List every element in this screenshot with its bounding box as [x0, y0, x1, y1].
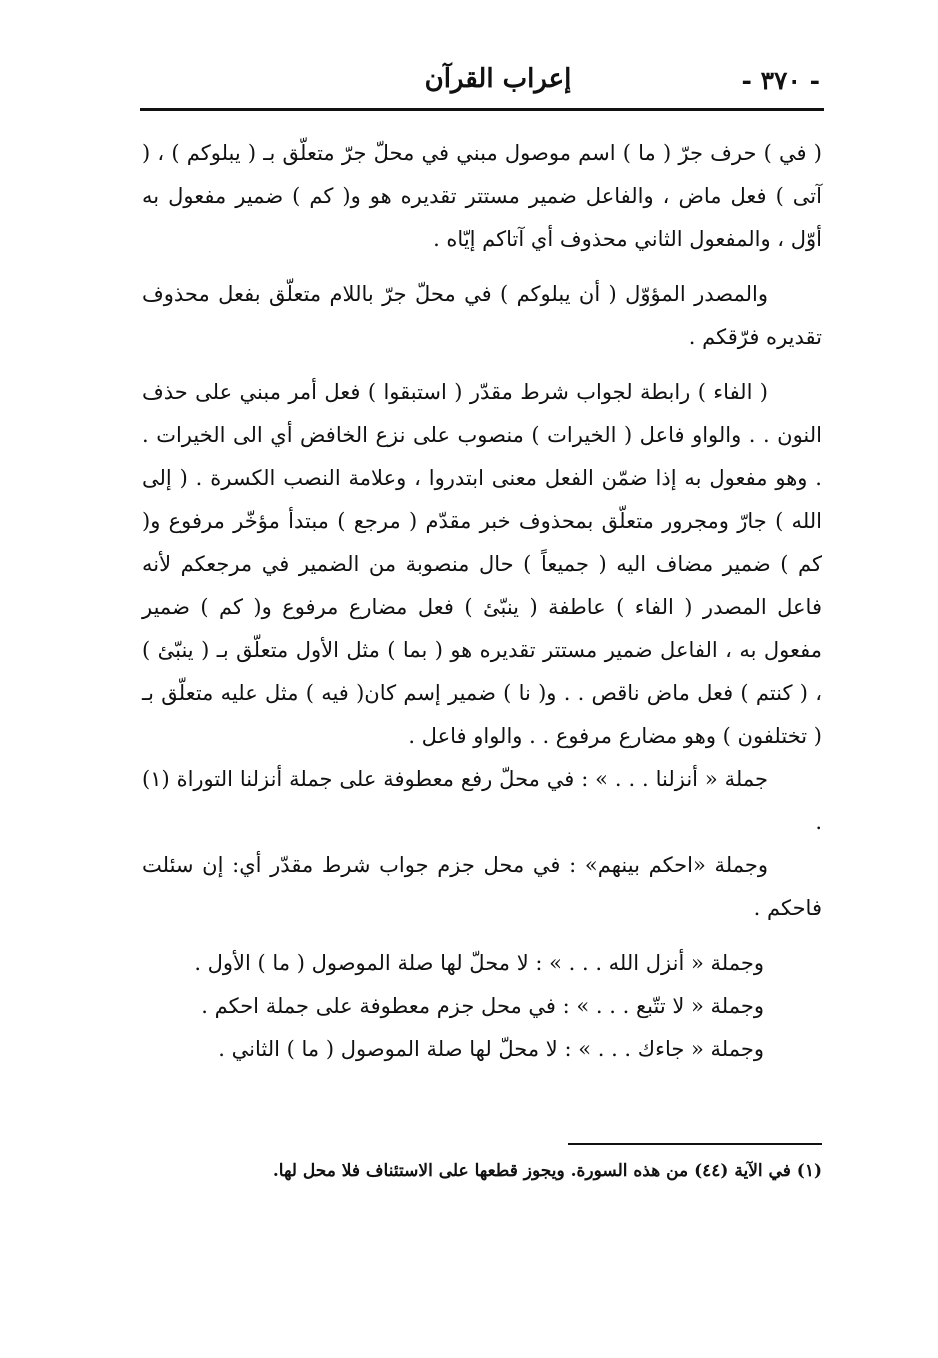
page-header [140, 58, 824, 104]
footnote-rule [568, 1143, 822, 1145]
paragraph-jumla-anzala-allah: وجملة « أنزل الله . . . » : لا محلّ لها صلة الموصول ( ما ) الأول . [194, 951, 764, 975]
paragraph-istabiqu: ( الفاء ) رابطة لجواب شرط مقدّر ( استبقوا ) فعل أمر مبني على حذف النون . . والواو فاعل ( الخيرات ) منصوب على نزع الخافض أي الى الخيرات . . وهو مفعول به إذا ضمّن الفعل معنى ابتدروا ، وعلامة النصب الكسرة . ( إلى الله ) جارّ ومجرور متعلّق بمحذوف خبر مقدّم ( مرجع ) مبتدأ مؤخّر مرفوع و( كم ) ضمير مضاف اليه ( جميعاً ) حال منصوبة من الضمير في مرجعكم لأنه فاعل المصدر ( الفاء ) عاطفة ( ينبّئ ) فعل مضارع مرفوع و( كم ) ضمير مفعول به ، الفاعل ضمير مستتر تقديره هو ( بما ) مثل الأول متعلّق بـ ( ينبّئ ) ، ( كنتم ) فعل ماض ناقص . . و( نا ) ضمير إسم كان( فيه ) مثل عليه متعلّق بـ ( تختلفون ) وهو مضارع مرفوع . . والواو فاعل . [142, 380, 822, 748]
header-rule [140, 108, 824, 111]
main-text [142, 132, 822, 1071]
paragraph-jumla-la-tattabi: وجملة « لا تتّبع . . . » : في محل جزم معطوفة على جملة احكم . [201, 994, 764, 1018]
page-number: - ٣٧٠ - [741, 66, 820, 95]
paragraph-jumla-uhkum: وجملة «احكم بينهم» : في محل جزم جواب شرط مقدّر أي: إن سئلت فاحكم . [142, 853, 822, 920]
paragraph-parsing-fi-ma: ( في ) حرف جرّ ( ما ) اسم موصول مبني في محلّ جرّ متعلّق بـ ( يبلوكم ) ، ( آتى ) فعل ماض ، والفاعل ضمير مستتر تقديره هو و( كم ) ضمير مفعول به أوّل ، والمفعول الثاني محذوف أي آتاكم إيّاه . [142, 141, 822, 251]
footnote: (١) في الآية (٤٤) من هذه السورة. ويجوز قطعها على الاستئناف فلا محل لها. [272, 1161, 822, 1181]
paragraph-jumla-anzalna: جملة « أنزلنا . . . » : في محلّ رفع معطوفة على جملة أنزلنا التوراة (١) . [142, 767, 822, 834]
book-title: إعراب القرآن [424, 64, 572, 94]
paragraph-jumla-jaaka: وجملة « جاءك . . . » : لا محلّ لها صلة الموصول ( ما ) الثاني . [218, 1037, 764, 1061]
paragraph-masdar: والمصدر المؤوّل ( أن يبلوكم ) في محلّ جرّ باللام متعلّق بفعل محذوف تقديره فرّقكم . [142, 282, 822, 349]
